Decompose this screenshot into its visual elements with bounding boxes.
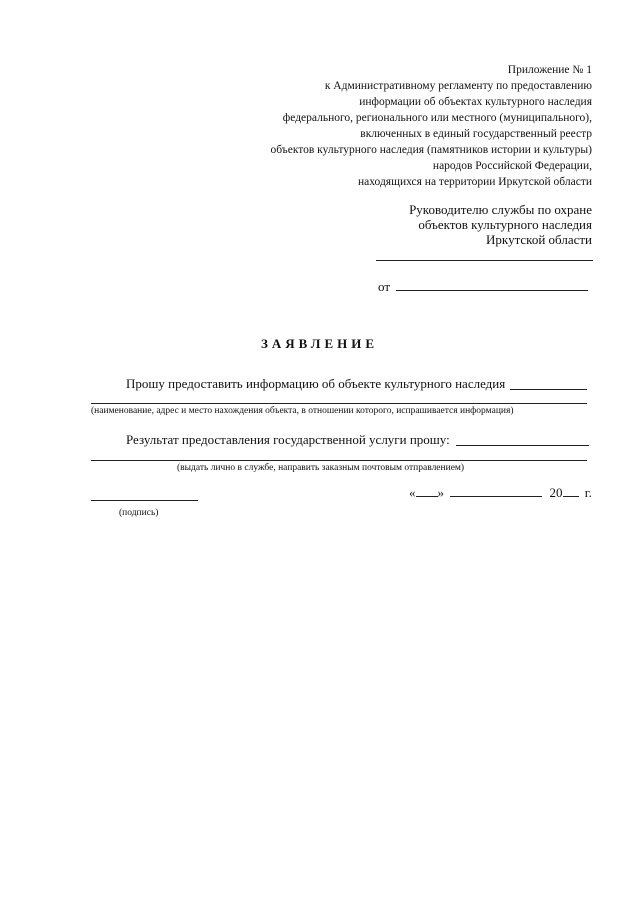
request-inline-field[interactable] [510,389,587,390]
date-day-field[interactable] [416,485,438,497]
appendix-line: к Административному регламенту по предоставлению [324,80,592,92]
date-month-field[interactable] [450,485,542,497]
appendix-line: информации об объектах культурного наследия [359,96,592,108]
object-description-hint: (наименование, адрес и место нахождения объекта, в отношении которого, испрашивается информация) [91,406,514,416]
appendix-line: объектов культурного наследия (памятников истории и культуры) [270,144,592,156]
addressee-block [292,202,592,247]
signature-caption: (подпись) [119,508,159,518]
document-title: ЗАЯВЛЕНИЕ [260,336,379,351]
date-block [409,485,592,501]
result-method-field[interactable] [91,460,587,461]
date-open-quote: « [409,485,416,500]
result-text: Результат предоставления государственной услуги прошу: [126,432,450,447]
result-method-hint: (выдать лично в службе, направить заказным почтовым отправлением) [177,463,465,473]
appendix-line: федерального, регионального или местного (муниципального), [282,112,592,124]
addressee-line: Руководителю службы по охране [409,202,592,217]
appendix-line: Приложение № 1 [507,64,592,76]
date-close-quote: » [437,485,444,500]
object-description-field[interactable] [91,403,587,404]
request-text: Прошу предоставить информацию об объекте культурного наследия [126,376,506,391]
date-year-field[interactable] [563,485,579,497]
appendix-line: находящихся на территории Иркутской области [357,176,592,188]
result-inline-field[interactable] [456,445,589,446]
date-year-prefix: 20 [549,485,563,500]
appendix-line: народов Российской Федерации, [432,160,592,172]
addressee-line: Иркутской области [486,232,592,247]
appendix-header [172,62,592,190]
addressee-line: объектов культурного наследия [418,217,592,232]
from-label: от [378,279,391,294]
appendix-line: включенных в единый государственный реестр [360,128,592,140]
signature-field[interactable] [91,500,198,501]
addressee-name-field[interactable] [376,260,593,261]
date-year-suffix: г. [584,485,592,500]
applicant-name-field[interactable] [396,290,588,291]
